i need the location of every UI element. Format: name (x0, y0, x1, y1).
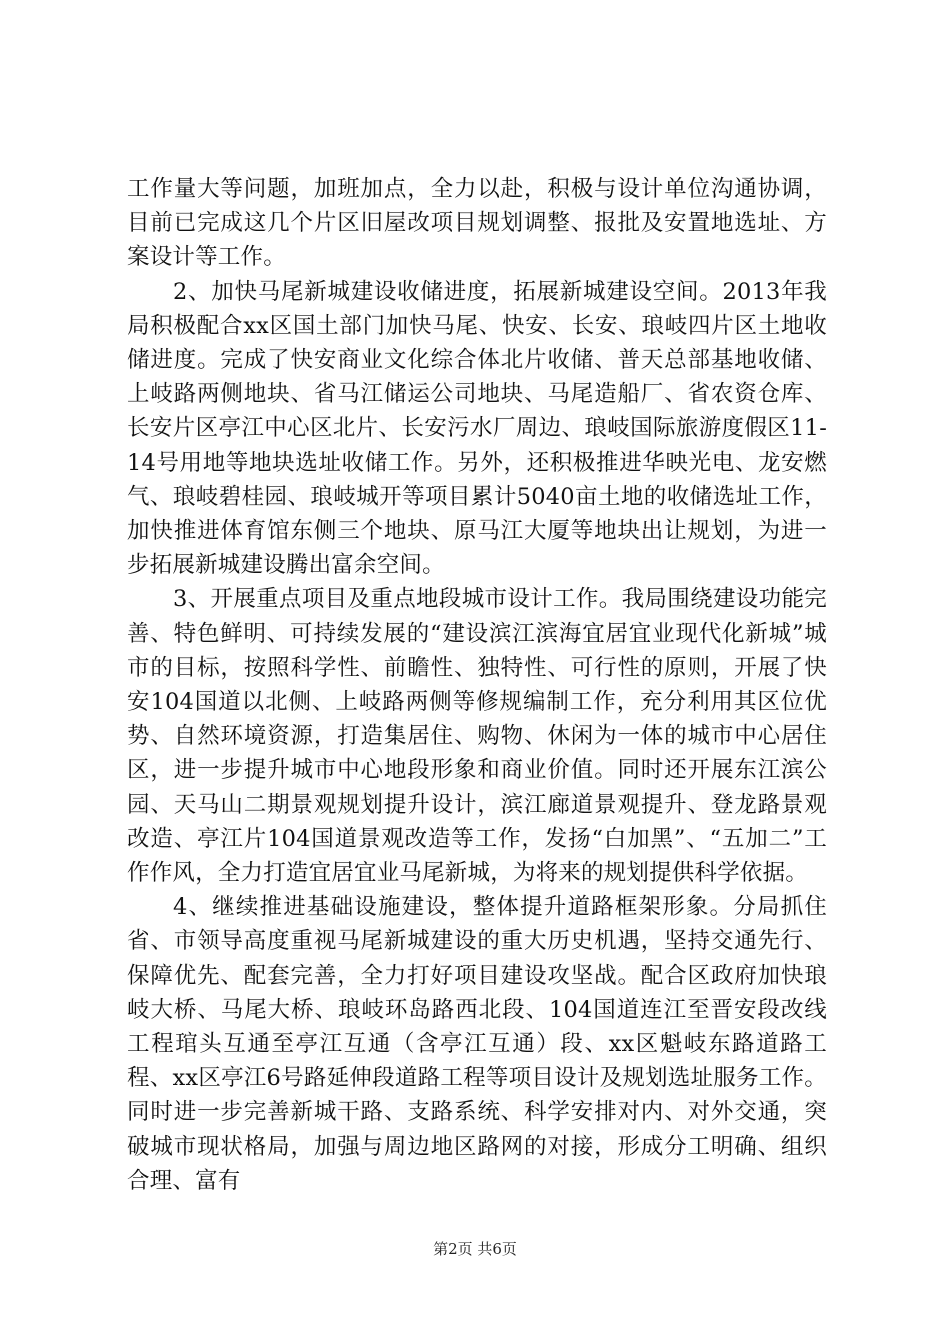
paragraph-item-4: 4、继续推进基础设施建设，整体提升道路框架形象。分局抓住省、市领导高度重视马尾新城建设的重大历史机遇，坚持交通先行、保障优先、配套完善，全力打好项目建设攻坚战。配合区政府加快琅岐大桥、马尾大桥、琅岐环岛路西北段、104国道连江至晋安段改线工程琯头互通至亭江互通（含亭江互通）段、xx区魁岐东路道路工程、xx区亭江6号路延伸段道路工程等项目设计及规划选址服务工作。同时进一步完善新城干路、支路系统、科学安排对内、对外交通，突破城市现状格局，加强与周边地区路网的对接，形成分工明确、组织合理、富有 (127, 894, 827, 1194)
document-body (127, 172, 827, 1198)
paragraph-continuation: 工作量大等问题，加班加点，全力以赴，积极与设计单位沟通协调，目前已完成这几个片区旧屋改项目规划调整、报批及安置地选址、方案设计等工作。 (127, 176, 827, 271)
paragraph-item-3: 3、开展重点项目及重点地段城市设计工作。我局围绕建设功能完善、特色鲜明、可持续发展的“建设滨江滨海宜居宜业现代化新城”城市的目标，按照科学性、前瞻性、独特性、可行性的原则，开展了快安104国道以北侧、上岐路两侧等修规编制工作，充分利用其区位优势、自然环境资源，打造集居住、购物、休闲为一体的城市中心居住区，进一步提升城市中心地段形象和商业价值。同时还开展东江滨公园、天马山二期景观规划提升设计，滨江廊道景观提升、登龙路景观改造、亭江片104国道景观改造等工作，发扬“白加黑”、“五加二”工作作风，全力打造宜居宜业马尾新城，为将来的规划提供科学依据。 (127, 586, 827, 887)
page-number-footer: 第2页 共6页 (433, 1240, 517, 1258)
paragraph-item-2: 2、加快马尾新城建设收储进度，拓展新城建设空间。2013年我局积极配合xx区国土部门加快马尾、快安、长安、琅岐四片区土地收储进度。完成了快安商业文化综合体北片收储、普天总部基地收储、上岐路两侧地块、省马江储运公司地块、马尾造船厂、省农资仓库、长安片区亭江中心区北片、长安污水厂周边、琅岐国际旅游度假区11-14号用地等地块选址收储工作。另外，还积极推进华映光电、龙安燃气、琅岐碧桂园、琅岐城开等项目累计5040亩土地的收储选址工作，加快推进体育馆东侧三个地块、原马江大厦等地块出让规划，为进一步拓展新城建设腾出富余空间。 (127, 278, 827, 579)
